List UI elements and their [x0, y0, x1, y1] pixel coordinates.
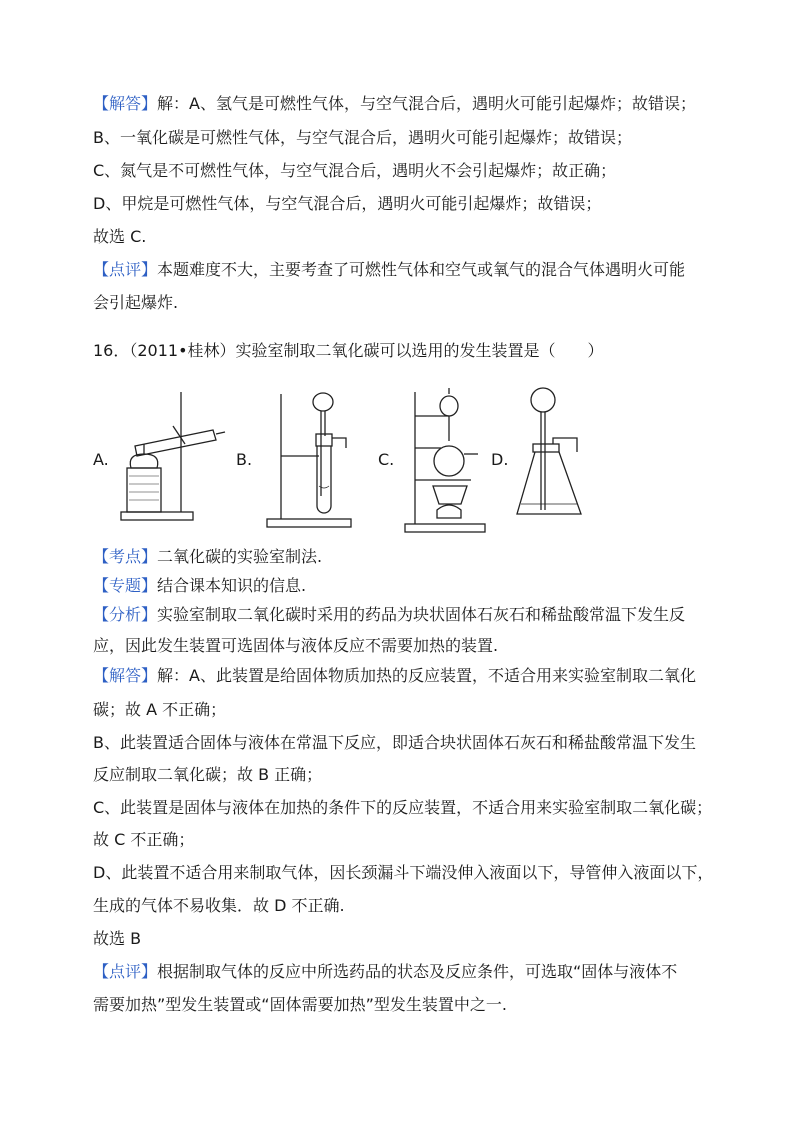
analysis-line-2: 应，因此发生装置可选固体与液体反应不需要加热的装置. [93, 636, 499, 655]
comment-line-4: 需要加热”型发生装置或“固体需要加热”型发生装置中之一. [93, 995, 507, 1014]
tag-label: 【解答】 [93, 666, 158, 685]
comment-line-2: 会引起爆炸. [93, 293, 179, 312]
solution-line-7: D、此装置不适合用来制取气体，因长颈漏斗下端没伸入液面以下，导管伸入液面以下， [93, 863, 714, 882]
apparatus-a-icon [113, 386, 228, 526]
comment-line-1: 【点评】本题难度不大，主要考查了可燃性气体和空气或氧气的混合气体遇明火可能 [93, 260, 686, 279]
answer-line-1: 【解答】解：A、氢气是可燃性气体，与空气混合后，遇明火可能引起爆炸；故错误； [93, 94, 696, 113]
tag-label: 【解答】 [93, 94, 158, 113]
apparatus-c-icon [401, 386, 496, 536]
analysis-line-1: 【分析】实验室制取二氧化碳时采用的药品为块状固体石灰石和稀盐酸常温下发生反 [93, 605, 686, 624]
point-line: 【考点】二氧化碳的实验室制法. [93, 547, 323, 566]
solution-line-9: 故选 B [93, 929, 142, 948]
answer-line-2: B、一氧化碳是可燃性气体，与空气混合后，遇明火可能引起爆炸；故错误； [93, 128, 632, 147]
tag-label: 【考点】 [93, 547, 158, 566]
tag-label: 【点评】 [93, 962, 158, 981]
comment-line-3: 【点评】根据制取气体的反应中所选药品的状态及反应条件，可选取“固体与液体不 [93, 962, 678, 981]
option-label-a: A. [93, 450, 109, 469]
solution-line-3: B、此装置适合固体与液体在常温下反应，即适合块状固体石灰石和稀盐酸常温下发生 [93, 733, 696, 752]
tag-label: 【分析】 [93, 605, 158, 624]
tag-label: 【点评】 [93, 260, 158, 279]
answer-line-5: 故选 C. [93, 227, 147, 246]
solution-line-8: 生成的气体不易收集．故 D 不正确. [93, 896, 345, 915]
tag-label: 【专题】 [93, 576, 158, 595]
question-stem: 16．（2011•桂林）实验室制取二氧化碳可以选用的发生装置是（ ） [93, 341, 604, 360]
option-label-c: C. [378, 450, 395, 469]
topic-line: 【专题】结合课本知识的信息. [93, 576, 307, 595]
solution-line-1: 【解答】解：A、此装置是给固体物质加热的反应装置，不适合用来实验室制取二氧化 [93, 666, 696, 685]
apparatus-d-icon [513, 386, 603, 526]
solution-line-5: C、此装置是固体与液体在加热的条件下的反应装置，不适合用来实验室制取二氧化碳； [93, 798, 713, 817]
option-label-d: D. [491, 450, 509, 469]
solution-line-2: 碳；故 A 不正确； [93, 700, 227, 719]
solution-line-4: 反应制取二氧化碳；故 B 正确； [93, 765, 323, 784]
answer-line-3: C、氮气是不可燃性气体，与空气混合后，遇明火不会引起爆炸；故正确； [93, 161, 617, 180]
option-label-b: B. [236, 450, 253, 469]
solution-line-6: 故 C 不正确； [93, 830, 195, 849]
apparatus-figures [93, 386, 713, 536]
answer-line-4: D、甲烷是可燃性气体，与空气混合后，遇明火可能引起爆炸；故错误； [93, 194, 602, 213]
apparatus-b-icon [263, 386, 358, 531]
